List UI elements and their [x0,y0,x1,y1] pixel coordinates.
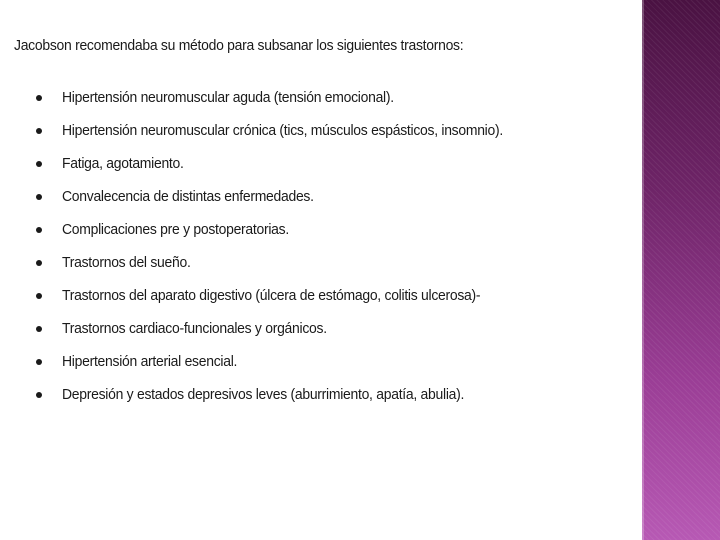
band-texture [642,0,720,540]
bullet-icon [36,161,42,167]
bullet-icon [36,194,42,200]
bullet-icon [36,95,42,101]
bullet-icon [36,260,42,266]
list-item-text: Trastornos cardiaco-funcionales y orgánicos. [62,320,327,337]
bullet-icon [36,392,42,398]
bullet-icon [36,359,42,365]
list-item-text: Hipertensión arterial esencial. [62,353,238,370]
intro-text: Jacobson recomendaba su método para subsanar los siguientes trastornos: [14,37,464,54]
list-item-text: Convalecencia de distintas enfermedades. [62,188,314,205]
decorative-side-band [642,0,720,540]
band-edge [642,0,644,540]
list-item-text: Hipertensión neuromuscular crónica (tics, músculos espásticos, insomnio). [62,122,503,139]
list-item-text: Hipertensión neuromuscular aguda (tensión emocional). [62,89,394,106]
bullet-icon [36,227,42,233]
list-item-text: Trastornos del sueño. [62,254,191,271]
bullet-icon [36,293,42,299]
bullet-icon [36,326,42,332]
list-item-text: Depresión y estados depresivos leves (aburrimiento, apatía, abulia). [62,386,465,403]
list-item-text: Fatiga, agotamiento. [62,155,184,172]
bullet-icon [36,128,42,134]
list-item-text: Complicaciones pre y postoperatorias. [62,221,289,238]
list-item-text: Trastornos del aparato digestivo (úlcera de estómago, colitis ulcerosa)- [62,287,481,304]
